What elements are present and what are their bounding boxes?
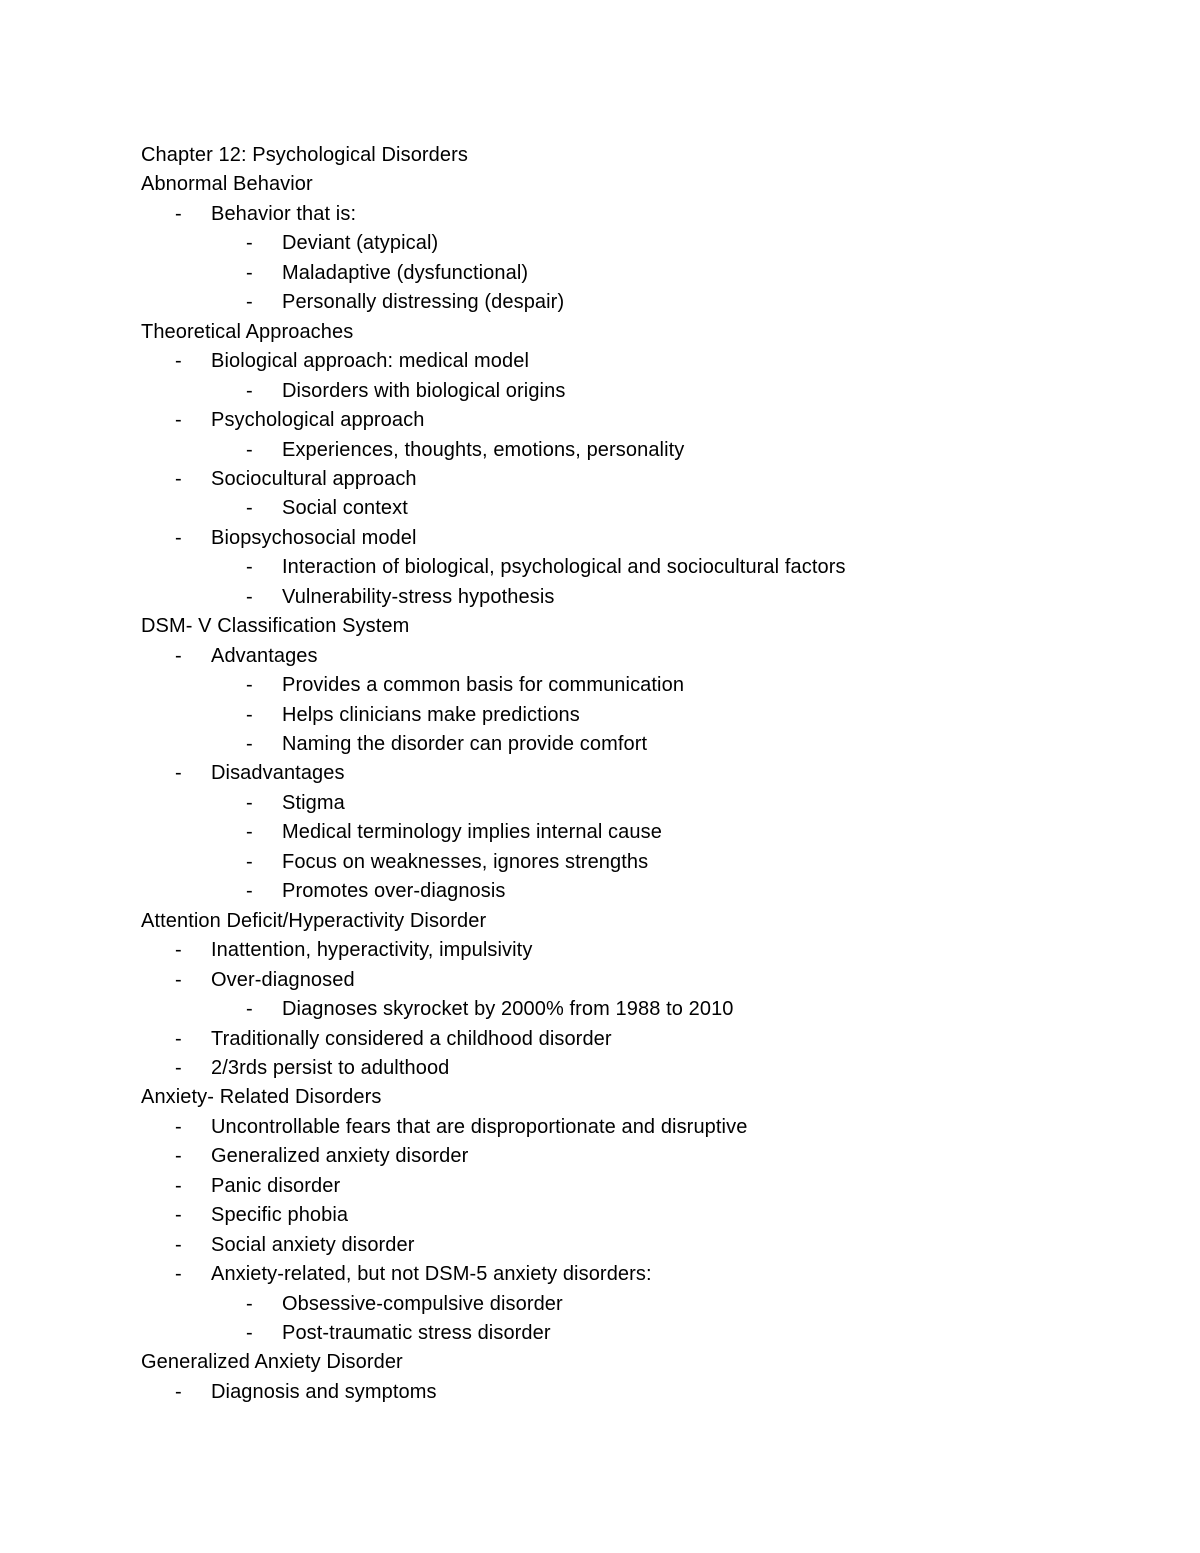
sub-list-item: Naming the disorder can provide comfort (282, 733, 648, 755)
bullet-dash: - (246, 1322, 253, 1344)
sub-list-item: Maladaptive (dysfunctional) (282, 261, 529, 284)
sub-list-item: Provides a common basis for communication (282, 674, 685, 697)
list-item: Uncontrollable fears that are disproportionate and disruptive (211, 1115, 748, 1138)
section-heading: DSM- V Classification System (141, 615, 410, 638)
bullet-dash: - (175, 1174, 182, 1197)
bullet-dash: - (246, 674, 253, 697)
bullet-dash: - (246, 821, 253, 844)
bullet-dash: - (246, 497, 253, 520)
sub-list-item: Post-traumatic stress disorder (282, 1322, 551, 1344)
sub-list-item: Experiences, thoughts, emotions, personality (282, 438, 685, 461)
bullet-dash: - (175, 968, 182, 991)
sub-list-item: Diagnoses skyrocket by 2000% from 1988 to 2010 (282, 998, 734, 1021)
bullet-dash: - (246, 585, 253, 608)
bullet-dash: - (175, 526, 182, 549)
sub-list-item: Stigma (282, 791, 345, 814)
list-item: Behavior that is: (211, 202, 357, 225)
bullet-dash: - (175, 1380, 182, 1403)
sub-list-item: Social context (282, 497, 408, 520)
bullet-dash: - (175, 1115, 182, 1138)
list-item: 2/3rds persist to adulthood (211, 1056, 450, 1079)
bullet-dash: - (246, 880, 253, 903)
list-item: Disadvantages (211, 762, 345, 785)
list-item: Panic disorder (211, 1174, 341, 1197)
bullet-dash: - (175, 1056, 182, 1079)
bullet-dash: - (246, 733, 253, 755)
list-item: Biopsychosocial model (211, 526, 417, 549)
bullet-dash: - (246, 438, 253, 461)
bullet-dash: - (175, 409, 182, 432)
bullet-dash: - (246, 291, 253, 314)
list-item: Specific phobia (211, 1204, 349, 1227)
bullet-dash: - (175, 1145, 182, 1168)
sub-list-item: Promotes over-diagnosis (282, 880, 506, 903)
bullet-dash: - (175, 1027, 182, 1050)
section-heading: Abnormal Behavior (141, 173, 313, 196)
bullet-dash: - (175, 350, 182, 373)
bullet-dash: - (246, 232, 253, 255)
list-item: Social anxiety disorder (211, 1233, 415, 1256)
list-item: Sociocultural approach (211, 467, 417, 490)
bullet-dash: - (175, 1263, 182, 1286)
list-item: Anxiety-related, but not DSM-5 anxiety disorders: (211, 1263, 652, 1286)
bullet-dash: - (175, 644, 182, 667)
section-heading: Anxiety- Related Disorders (141, 1086, 382, 1109)
section-heading: Theoretical Approaches (141, 320, 354, 343)
list-item: Psychological approach (211, 409, 425, 432)
sub-list-item: Focus on weaknesses, ignores strengths (282, 850, 649, 873)
bullet-dash: - (246, 998, 253, 1021)
list-item: Diagnosis and symptoms (211, 1380, 437, 1403)
list-item: Over-diagnosed (211, 968, 355, 991)
bullet-dash: - (246, 791, 253, 814)
section-heading: Attention Deficit/Hyperactivity Disorder (141, 909, 487, 932)
section-heading: Chapter 12: Psychological Disorders (141, 144, 468, 166)
bullet-dash: - (246, 1292, 253, 1315)
bullet-dash: - (175, 762, 182, 785)
sub-list-item: Personally distressing (despair) (282, 291, 565, 314)
bullet-dash: - (246, 850, 253, 873)
sub-list-item: Deviant (atypical) (282, 232, 439, 255)
bullet-dash: - (246, 703, 253, 726)
list-item: Inattention, hyperactivity, impulsivity (211, 939, 533, 962)
bullet-dash: - (175, 1204, 182, 1227)
bullet-dash: - (246, 261, 253, 284)
sub-list-item: Medical terminology implies internal cause (282, 821, 662, 844)
bullet-dash: - (246, 556, 253, 579)
sub-list-item: Obsessive-compulsive disorder (282, 1292, 563, 1315)
bullet-dash: - (175, 939, 182, 962)
sub-list-item: Helps clinicians make predictions (282, 703, 580, 726)
bullet-dash: - (175, 1233, 182, 1256)
list-item: Generalized anxiety disorder (211, 1145, 469, 1168)
bullet-dash: - (175, 467, 182, 490)
sub-list-item: Interaction of biological, psychological and sociocultural factors (282, 556, 846, 579)
bullet-dash: - (246, 379, 253, 402)
sub-list-item: Disorders with biological origins (282, 379, 566, 402)
list-item: Advantages (211, 644, 318, 667)
bullet-dash: - (175, 202, 182, 225)
section-heading: Generalized Anxiety Disorder (141, 1351, 403, 1374)
list-item: Traditionally considered a childhood disorder (211, 1027, 612, 1050)
list-item: Biological approach: medical model (211, 350, 530, 373)
sub-list-item: Vulnerability-stress hypothesis (282, 585, 555, 608)
